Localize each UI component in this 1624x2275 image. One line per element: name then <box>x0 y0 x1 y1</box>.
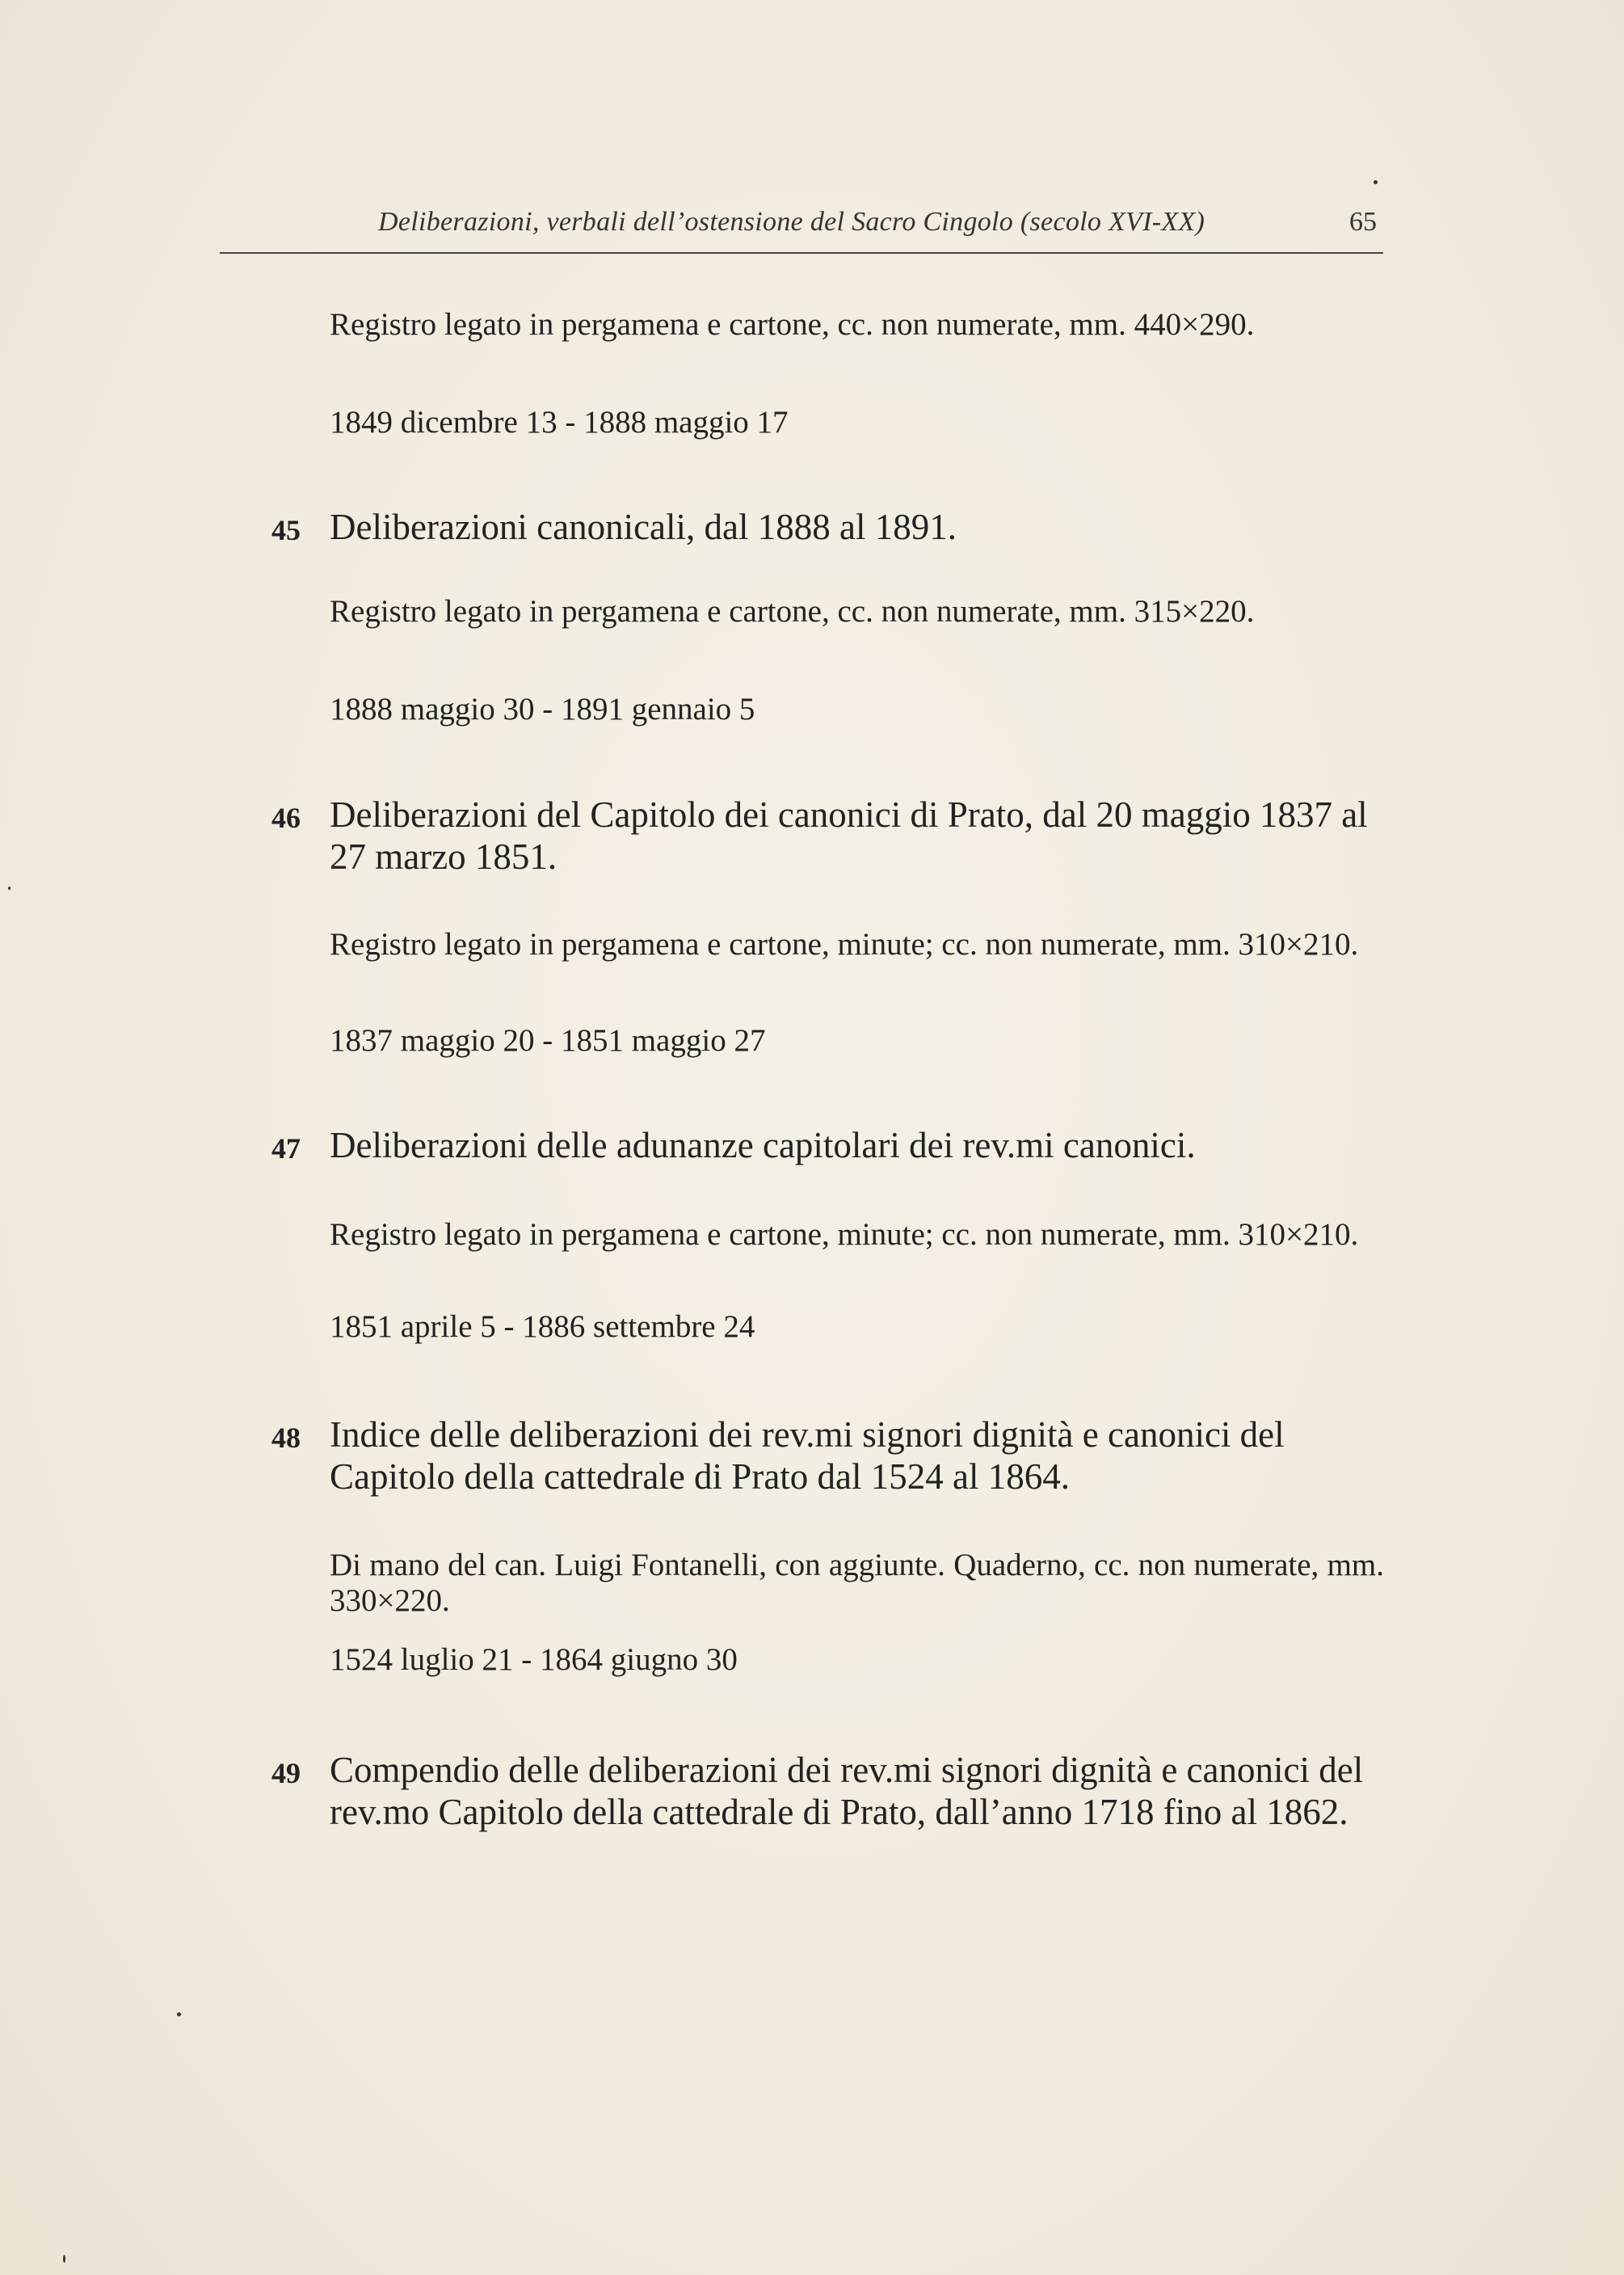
entry-title: Deliberazioni del Capitolo dei canonici di Prato, dal 20 maggio 1837 al 27 marzo 1851. <box>330 794 1368 877</box>
entry-description: Di mano del can. Luigi Fontanelli, con aggiunte. Quaderno, cc. non numerate, mm. 330×220. <box>330 1548 1384 1618</box>
top-entry-description: Registro legato in pergamena e cartone, cc. non numerate, mm. 440×290. <box>330 307 1255 342</box>
top-entry-dates: 1849 dicembre 13 - 1888 maggio 17 <box>330 405 789 440</box>
entry-dates: 1524 luglio 21 - 1864 giugno 30 <box>330 1642 738 1677</box>
entry-number: 48 <box>271 1422 301 1454</box>
running-header <box>220 207 1383 254</box>
paper-speck <box>1374 180 1378 184</box>
entry-dates: 1851 aprile 5 - 1886 settembre 24 <box>330 1309 755 1344</box>
entry-description: Registro legato in pergamena e cartone, minute; cc. non numerate, mm. 310×210. <box>330 927 1359 962</box>
running-title: Deliberazioni, verbali dell’ostensione del Sacro Cingolo (secolo XVI-XX) <box>378 207 1205 237</box>
page-number: 65 <box>1349 207 1377 237</box>
entry-number: 46 <box>271 802 301 834</box>
entry-description: Registro legato in pergamena e cartone, minute; cc. non numerate, mm. 310×210. <box>330 1217 1359 1252</box>
entry-title: Compendio delle deliberazioni dei rev.mi signori dignità e canonici del rev.mo Capitolo della cattedrale di Prato, dall’anno 1718 fino al 1862. <box>330 1750 1364 1832</box>
entry-number: 45 <box>271 514 301 546</box>
entry-description: Registro legato in pergamena e cartone, cc. non numerate, mm. 315×220. <box>330 594 1255 629</box>
paper-speck <box>63 2255 65 2263</box>
entry-number: 49 <box>271 1757 301 1789</box>
paper-speck <box>177 2012 181 2016</box>
entry-title: Indice delle deliberazioni dei rev.mi signori dignità e canonici del Capitolo della cattedrale di Prato dal 1524 al 1864. <box>330 1414 1285 1497</box>
entry-title: Deliberazioni delle adunanze capitolari dei rev.mi canonici. <box>330 1125 1196 1165</box>
entry-dates: 1837 maggio 20 - 1851 maggio 27 <box>330 1023 766 1058</box>
entry-title: Deliberazioni canonicali, dal 1888 al 1891. <box>330 507 957 547</box>
paper-speck <box>8 887 11 890</box>
entry-dates: 1888 maggio 30 - 1891 gennaio 5 <box>330 692 755 727</box>
entry-number: 47 <box>271 1132 301 1165</box>
